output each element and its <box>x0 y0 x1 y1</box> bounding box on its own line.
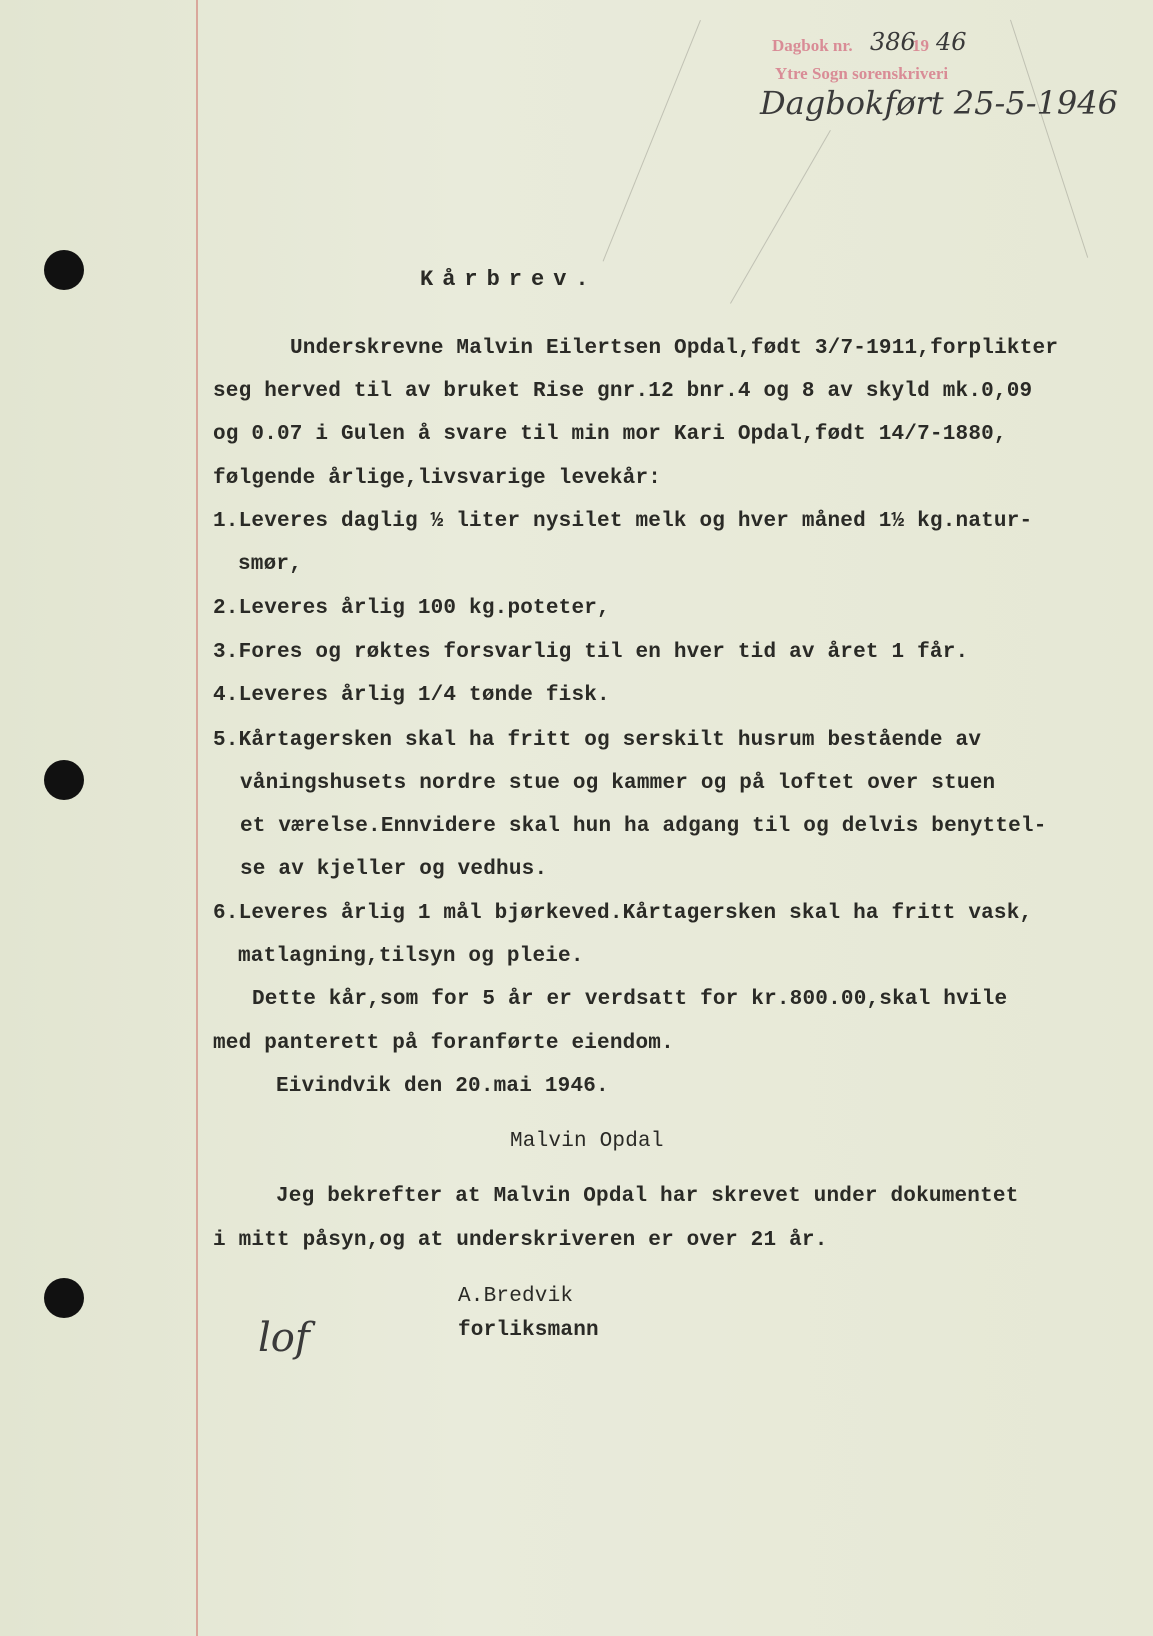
text-line: med panterett på foranførte eiendom. <box>213 1032 674 1055</box>
text-line: 4.Leveres årlig 1/4 tønde fisk. <box>213 684 610 707</box>
stamp-office: Ytre Sogn sorenskriveri <box>775 64 949 83</box>
text-line: et værelse.Ennvidere skal hun ha adgang til og delvis benyttel- <box>240 815 1047 838</box>
text-line: seg herved til av bruket Rise gnr.12 bnr.4 og 8 av skyld mk.0,09 <box>213 380 1033 403</box>
text-line: matlagning,tilsyn og pleie. <box>238 945 584 968</box>
pencil-mark <box>603 20 701 261</box>
text-line: 3.Fores og røktes forsvarlig til en hver tid av året 1 får. <box>213 641 969 664</box>
text-line: våningshusets nordre stue og kammer og på loftet over stuen <box>240 772 996 795</box>
stamp-label: Dagbok nr. <box>772 36 853 55</box>
initials-signature: lof <box>258 1315 310 1361</box>
text-line: 6.Leveres årlig 1 mål bjørkeved.Kårtagersken skal ha fritt vask, <box>213 902 1033 925</box>
text-line: 1.Leveres daglig ½ liter nysilet melk og hver måned 1½ kg.natur- <box>213 510 1033 533</box>
text-line: følgende årlige,livsvarige levekår: <box>213 467 662 490</box>
stamp-year-prefix: 19 <box>912 36 929 55</box>
text-line: Dette kår,som for 5 år er verdsatt for kr.800.00,skal hvile <box>252 988 1008 1011</box>
witness-name: A.Bredvik <box>458 1285 574 1308</box>
text-line: Jeg bekrefter at Malvin Opdal har skrevet under dokumentet <box>276 1185 1019 1208</box>
pencil-mark <box>1010 20 1088 258</box>
handwritten-note: Dagbokført 25-5-1946 <box>760 84 1118 122</box>
text-line: 2.Leveres årlig 100 kg.poteter, <box>213 597 610 620</box>
stamp-year: 46 <box>936 28 967 56</box>
punch-hole <box>44 760 84 800</box>
stamp-number: 386 <box>870 28 916 56</box>
text-line: smør, <box>238 553 303 576</box>
punch-hole <box>44 1278 84 1318</box>
text-line: se av kjeller og vedhus. <box>240 858 548 881</box>
text-line: Underskrevne Malvin Eilertsen Opdal,født 3/7-1911,forplikter <box>290 337 1059 360</box>
text-line: og 0.07 i Gulen å svare til min mor Kari Opdal,født 14/7-1880, <box>213 423 1007 446</box>
witness-title: forliksmann <box>458 1319 599 1342</box>
pencil-mark <box>730 130 831 304</box>
punch-hole <box>44 250 84 290</box>
document-title: Kårbrev. <box>420 267 598 292</box>
signatory-name: Malvin Opdal <box>510 1130 664 1153</box>
margin-line <box>196 0 198 1636</box>
place-date: Eivindvik den 20.mai 1946. <box>276 1075 609 1098</box>
text-line: i mitt påsyn,og at underskriveren er over 21 år. <box>213 1229 828 1252</box>
text-line: 5.Kårtagersken skal ha fritt og serskilt husrum bestående av <box>213 729 982 752</box>
